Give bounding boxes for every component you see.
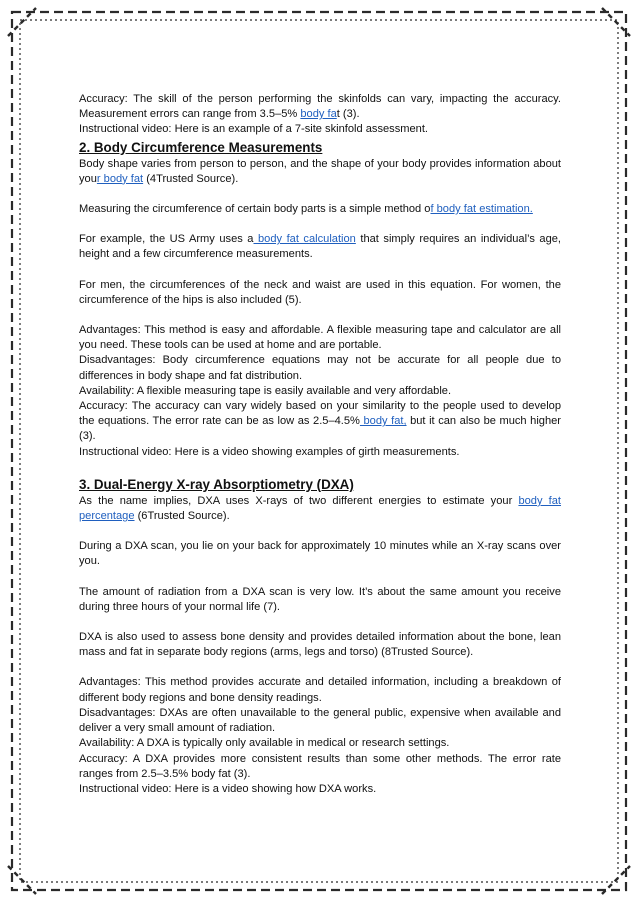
s2-video: Instructional video: Here is a video showing examples of girth measurements. [79, 445, 460, 458]
link-body-fat-calculation[interactable]: body fat calculation [253, 233, 356, 246]
s3-accuracy: Accuracy: A DXA provides more consistent results than some other methods. The error rate ranges from 2.5–3.5% body fat (3). [79, 752, 561, 780]
s2-availability: Availability: A flexible measuring tape is easily available and very affordable. [79, 384, 452, 397]
s2-accuracy: Accuracy: The accuracy can vary widely based on your similarity to the people used to develop the equations. The error rate can be as low as 2.5–4.5% body fat, but it can also be much higher (3). [79, 400, 562, 443]
link-body-fat-estimation[interactable]: f body fat estimation. [430, 203, 533, 216]
s2-paragraph-1: Body shape varies from person to person, and the shape of your body provides information about your body fat (4Trusted Source). [79, 157, 561, 185]
s3-disadvantages: Disadvantages: DXAs are often unavailable to the general public, expensive when available and deliver a very small amount of radiation. [79, 706, 561, 735]
intro-video: Instructional video: Here is an example of a 7-site skinfold assessment. [79, 123, 429, 136]
s3-video: Instructional video: Here is a video showing how DXA works. [79, 782, 377, 795]
s3-paragraph-3: The amount of radiation from a DXA scan is very low. It’s about the same amount you receive during three hours of your normal life (7). [79, 585, 561, 613]
s2-paragraph-2: Measuring the circumference of certain body parts is a simple method of body fat estimation. [79, 203, 533, 216]
s2-paragraph-3: For example, the US Army uses a body fat calculation that simply requires an individual’s age, height and a few circumference measurements. [79, 233, 561, 261]
s3-paragraph-4: DXA is also used to assess bone density and provides detailed information about the bone, lean mass and fat in separate body regions (arms, legs and torso) (8Trusted Source). [79, 631, 561, 659]
link-body-fat[interactable]: body fa [300, 108, 337, 121]
s3-paragraph-2: During a DXA scan, you lie on your back for approximately 10 minutes while an X-ray scans over you. [79, 540, 561, 568]
intro-accuracy: Accuracy: The skill of the person performing the skinfolds can vary, impacting the accuracy. Measurement errors can range from 3.5–5% body fat (3). [79, 93, 561, 121]
link-body-fat[interactable]: body fat, [359, 415, 407, 428]
section-heading-body-circumference: 2. Body Circumference Measurements [79, 139, 323, 155]
s2-disadvantages: Disadvantages: Body circumference equations may not be accurate for all people due to differences in body shape and fat distribution. [79, 354, 561, 382]
link-body-fat-percentage[interactable]: body fat percentage [79, 494, 561, 523]
s3-availability: Availability: A DXA is typically only available in medical or research settings. [79, 737, 450, 750]
s2-advantages: Advantages: This method is easy and affordable. A flexible measuring tape and calculator are all you need. These tools can be used at home and are portable. [79, 324, 561, 352]
document-body [79, 92, 561, 797]
s3-advantages: Advantages: This method provides accurate and detailed information, including a breakdown of different body regions and bone density readings. [79, 676, 561, 704]
s2-paragraph-4: For men, the circumferences of the neck and waist are used in this equation. For women, the circumference of the hips is also included (5). [79, 278, 561, 306]
link-body-fat[interactable]: r body fat [96, 172, 144, 185]
s3-paragraph-1: As the name implies, DXA uses X-rays of two different energies to estimate your body fat percentage (6Trusted Source). [79, 494, 561, 523]
section-heading-dxa: 3. Dual-Energy X-ray Absorptiometry (DXA) [79, 476, 354, 492]
